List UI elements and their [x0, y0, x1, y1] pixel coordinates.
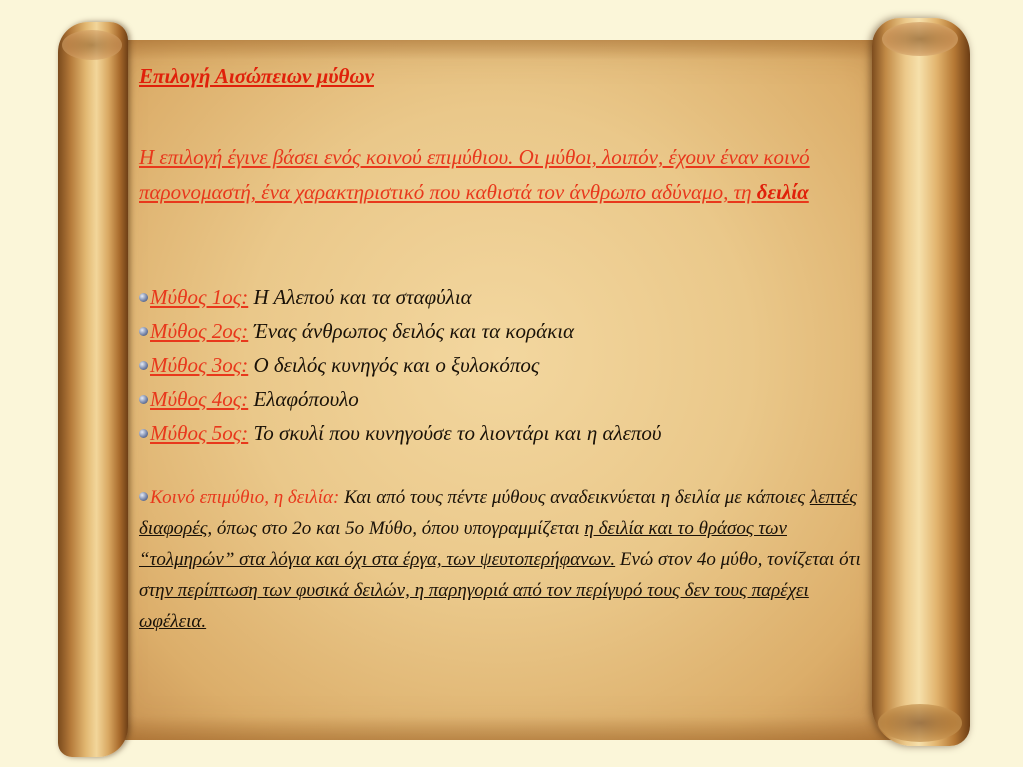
myth-label: Μύθος 1ος:	[150, 285, 249, 309]
myth-title: Η Αλεπού και τα σταφύλια	[253, 285, 472, 309]
bullet-icon	[139, 361, 148, 370]
myth-item-3	[139, 348, 662, 382]
myth-title: Ελαφόπουλο	[253, 387, 359, 411]
moral-underline-1: λεπτές διαφορές	[139, 487, 858, 539]
intro-text: Η επιλογή έγινε βάσει ενός κοινού επιμύθιου. Οι μύθοι, λοιπόν, έχουν έναν κοινό παρονομαστή, ένα χαρακτηριστικό που καθιστά τον άνθρωπο αδύναμο, τη	[139, 145, 810, 204]
bullet-icon	[139, 395, 148, 404]
intro-paragraph	[139, 140, 884, 210]
bullet-icon	[139, 327, 148, 336]
myth-label: Μύθος 3ος:	[150, 353, 249, 377]
myth-title: Ο δειλός κυνηγός και ο ξυλοκόπος	[253, 353, 540, 377]
myth-label: Μύθος 5ος:	[150, 421, 249, 445]
moral-paragraph	[139, 482, 874, 637]
myth-item-4	[139, 382, 662, 416]
myth-list	[139, 280, 662, 450]
myth-label: Μύθος 4ος:	[150, 387, 249, 411]
slide-title: Επιλογή Αισώπειων μύθων	[139, 64, 374, 88]
bullet-icon	[139, 429, 148, 438]
moral-underline-3: ην περίπτωση των φυσικά δειλών, η παρηγοριά από τον περίγυρό τους δεν τους παρέχει ωφέλεια.	[139, 580, 809, 632]
myth-item-2	[139, 314, 662, 348]
intro-emphasis: δειλία	[756, 180, 809, 204]
myth-item-1	[139, 280, 662, 314]
moral-underline-2: η δειλία και το θράσος των “τολμηρών” στα λόγια και όχι στα έργα, των ψευτοπερήφανων.	[139, 518, 787, 570]
bullet-icon	[139, 293, 148, 302]
myth-title: Το σκυλί που κυνηγούσε το λιοντάρι και η αλεπού	[253, 421, 662, 445]
moral-text-2: , όπως στο 2ο και 5ο Μύθο, όπου υπογραμμίζεται	[207, 518, 585, 539]
myth-title: Ένας άνθρωπος δειλός και τα κοράκια	[253, 319, 575, 343]
moral-label: Κοινό επιμύθιο, η δειλία:	[150, 487, 340, 508]
scroll-roll-left	[58, 22, 128, 757]
moral-text-1: Και από τους πέντε μύθους αναδεικνύεται η δειλία με κάποιες	[339, 487, 810, 508]
myth-label: Μύθος 2ος:	[150, 319, 249, 343]
myth-item-5	[139, 416, 662, 450]
moral-text-3: Ενώ στον 4ο μύθο, τονίζεται ότι στ	[139, 549, 861, 601]
bullet-icon	[139, 492, 148, 501]
scroll-roll-right	[872, 18, 970, 746]
